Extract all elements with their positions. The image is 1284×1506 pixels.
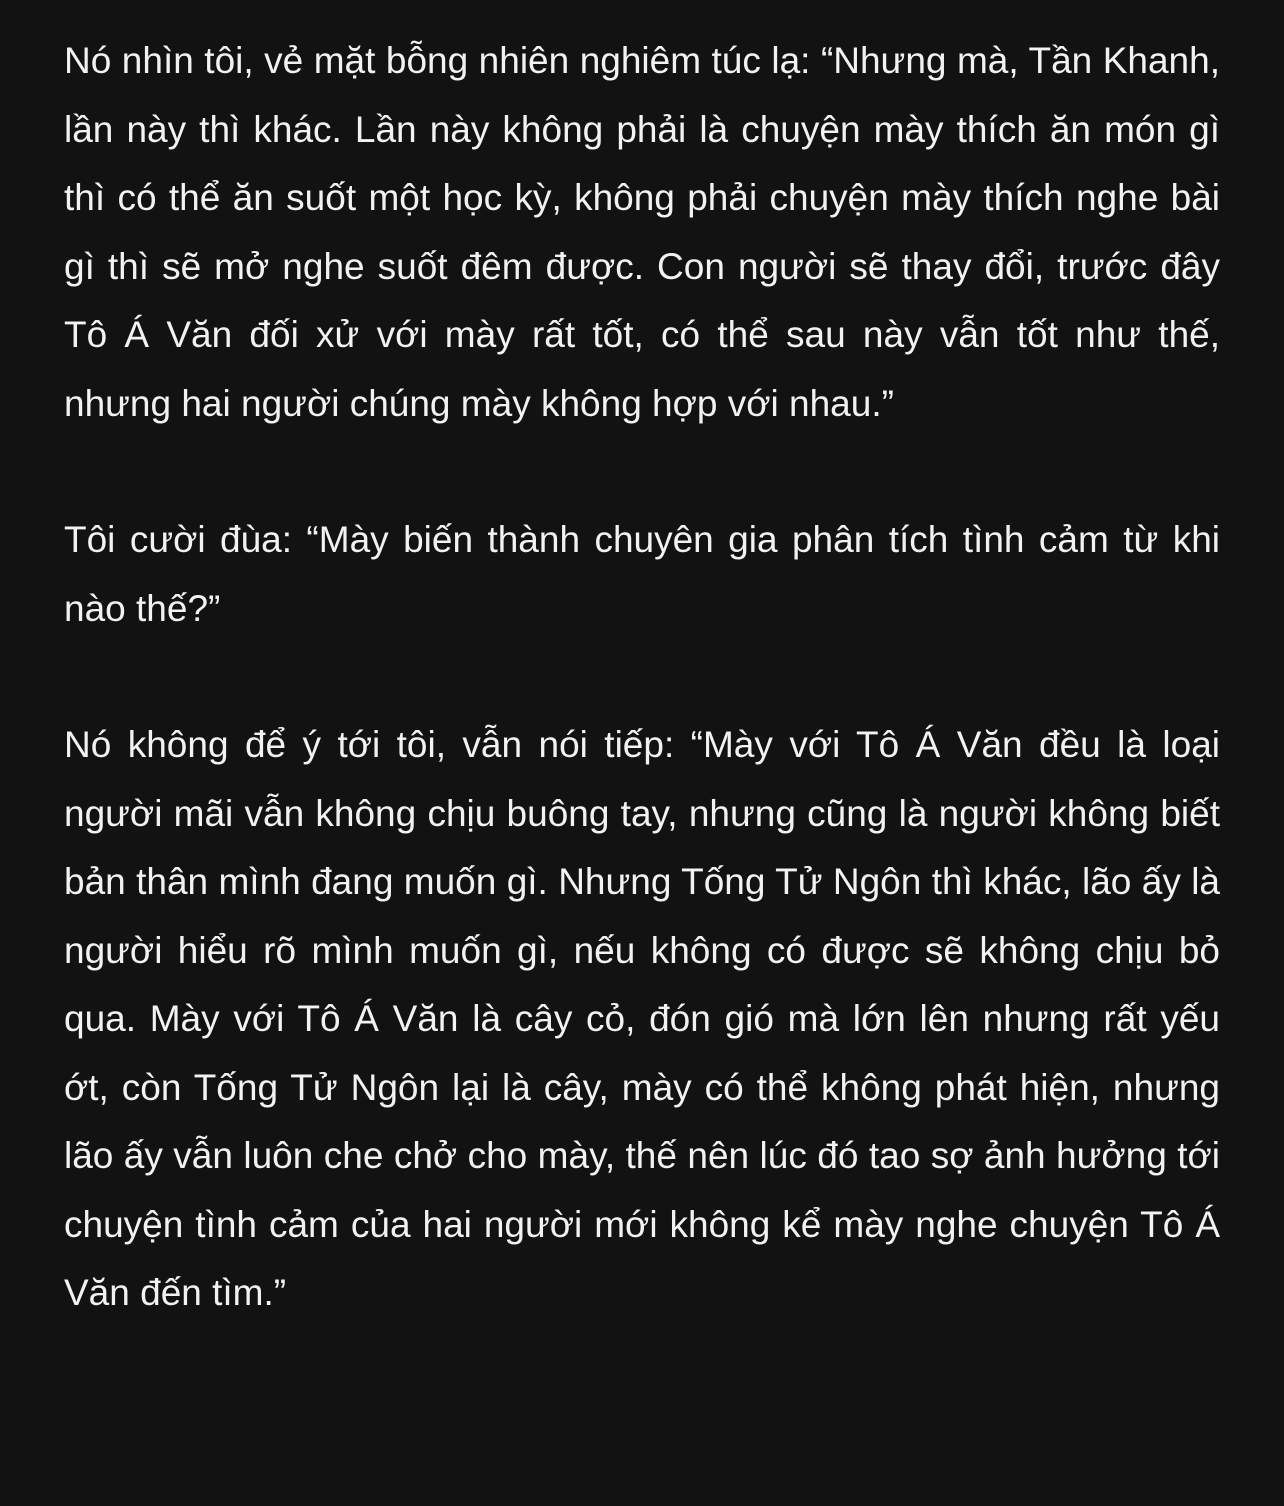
paragraph-1: Nó nhìn tôi, vẻ mặt bỗng nhiên nghiêm túc lạ: “Nhưng mà, Tần Khanh, lần này thì khác. Lần này không phải là chuyện mày thích ăn món gì thì có thể ăn suốt một học kỳ, không phải chuyện mày thích nghe bài gì thì sẽ mở nghe suốt đêm được. Con người sẽ thay đổi, trước đây Tô Á Văn đối xử với mày rất tốt, có thể sau này vẫn tốt như thế, nhưng hai người chúng mày không hợp với nhau.” — [64, 40, 1220, 424]
paragraph-3: Nó không để ý tới tôi, vẫn nói tiếp: “Mày với Tô Á Văn đều là loại người mãi vẫn không chịu buông tay, nhưng cũng là người không biết bản thân mình đang muốn gì. Nhưng Tống Tử Ngôn thì khác, lão ấy là người hiểu rõ mình muốn gì, nếu không có được sẽ không chịu bỏ qua. Mày với Tô Á Văn là cây cỏ, đón gió mà lớn lên nhưng rất yếu ớt, còn Tống Tử Ngôn lại là cây, mày có thể không phát hiện, nhưng lão ấy vẫn luôn che chở cho mày, thế nên lúc đó tao sợ ảnh hưởng tới chuyện tình cảm của hai người mới không kể mày nghe chuyện Tô Á Văn đến tìm.” — [64, 724, 1220, 1313]
paragraph-2: Tôi cười đùa: “Mày biến thành chuyên gia phân tích tình cảm từ khi nào thế?” — [64, 519, 1220, 629]
